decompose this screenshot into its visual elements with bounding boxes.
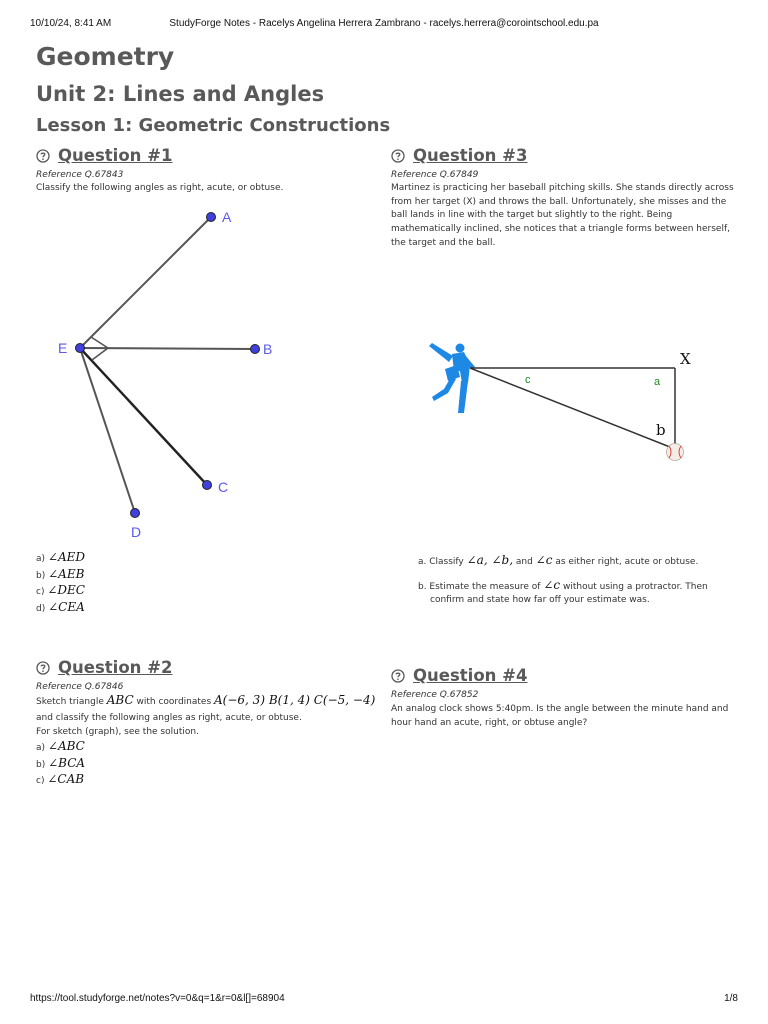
- pitching-diagram: [420, 335, 720, 470]
- label-x: X: [680, 350, 691, 368]
- point-label-e: E: [58, 340, 68, 356]
- line-pitcher-ball: [470, 368, 675, 449]
- point-label-a: A: [222, 209, 232, 225]
- question-1-angle-list: [36, 550, 85, 616]
- list-item: c) ∠CAB: [36, 772, 85, 786]
- footer-url[interactable]: https://tool.studyforge.net/notes?v=0&q=1&r=0&l[]=68904: [30, 993, 285, 1004]
- question-2-text: Sketch triangle ABC with coordinates A(−6, 3) B(1, 4) C(−5, −4): [36, 693, 376, 707]
- point-a: [207, 213, 216, 222]
- question-2-angle-list: [36, 739, 85, 789]
- baseball-icon: [667, 444, 684, 461]
- question-2-label: Question #2: [58, 658, 173, 677]
- question-circle-icon: [391, 149, 405, 163]
- question-4-title[interactable]: [391, 666, 527, 685]
- question-4-reference: Reference Q.67852: [391, 690, 479, 700]
- question-circle-icon: [36, 661, 50, 675]
- label-c: c: [525, 374, 531, 386]
- print-title: StudyForge Notes - Racelys Angelina Herrera Zambrano - racelys.herrera@corointschool.edu.pa: [169, 18, 599, 29]
- unit-heading: Unit 2: Lines and Angles: [36, 82, 325, 106]
- label-a: a: [654, 376, 661, 388]
- point-label-d: D: [131, 524, 142, 540]
- question-1-text: Classify the following angles as right, acute, or obtuse.: [36, 183, 284, 193]
- point-label-b: B: [263, 341, 273, 357]
- list-item: d) ∠CEA: [36, 599, 85, 614]
- angle-diagram: [0, 200, 360, 550]
- point-c: [203, 481, 212, 490]
- list-item: a) ∠ABC: [36, 739, 85, 753]
- subject-heading: Geometry: [36, 42, 175, 71]
- list-item: a) ∠AED: [36, 550, 85, 564]
- question-1-reference: Reference Q.67843: [36, 170, 124, 180]
- list-item: b) ∠AEB: [36, 566, 85, 581]
- question-3-label: Question #3: [413, 146, 528, 165]
- page-number: 1/8: [724, 993, 738, 1004]
- question-3-title[interactable]: [391, 146, 527, 165]
- pitcher-icon: [429, 343, 475, 413]
- lesson-heading: Lesson 1: Geometric Constructions: [36, 115, 391, 136]
- question-1-title[interactable]: [36, 146, 172, 165]
- question-4-label: Question #4: [413, 666, 528, 685]
- question-circle-icon: [391, 669, 405, 683]
- question-3-reference: Reference Q.67849: [391, 170, 479, 180]
- question-2-title[interactable]: [36, 658, 172, 677]
- question-1-label: Question #1: [58, 146, 173, 165]
- question-4-text: An analog clock shows 5:40pm. Is the angle between the minute hand and hour hand an acute, right, or obtuse angle?: [391, 704, 729, 728]
- question-circle-icon: [36, 149, 50, 163]
- label-b: b: [656, 421, 666, 439]
- print-timestamp: 10/10/24, 8:41 AM: [30, 18, 112, 29]
- question-2-text-cont: and classify the following angles as right, acute, or obtuse.: [36, 713, 302, 723]
- list-item: c) ∠DEC: [36, 583, 85, 597]
- list-item: b) ∠BCA: [36, 755, 86, 770]
- question-3-part-a: a. Classify ∠a, ∠b, and ∠c as either right, acute or obtuse.: [418, 553, 699, 567]
- point-e: [76, 344, 85, 353]
- question-2-reference: Reference Q.67846: [36, 682, 124, 692]
- point-label-c: C: [218, 479, 229, 495]
- ray-ea: [80, 217, 211, 348]
- point-b: [251, 345, 260, 354]
- question-3-part-b: b. Estimate the measure of ∠c without using a protractor. Then: [418, 578, 708, 592]
- question-2-note: For sketch (graph), see the solution.: [36, 727, 199, 737]
- ray-ed: [80, 348, 135, 513]
- ray-ec: [80, 348, 207, 485]
- question-3-text: Martinez is practicing her baseball pitching skills. She stands directly across from her target (X) and throws the ball. Unfortunately, she misses and the ball lands in line with the target but slightly to the right. Being mathematically inclined, she notices that a triangle forms between herself, the target and the ball.: [391, 183, 734, 248]
- question-3-part-b-cont: confirm and state how far off your estimate was.: [430, 595, 650, 605]
- point-d: [131, 509, 140, 518]
